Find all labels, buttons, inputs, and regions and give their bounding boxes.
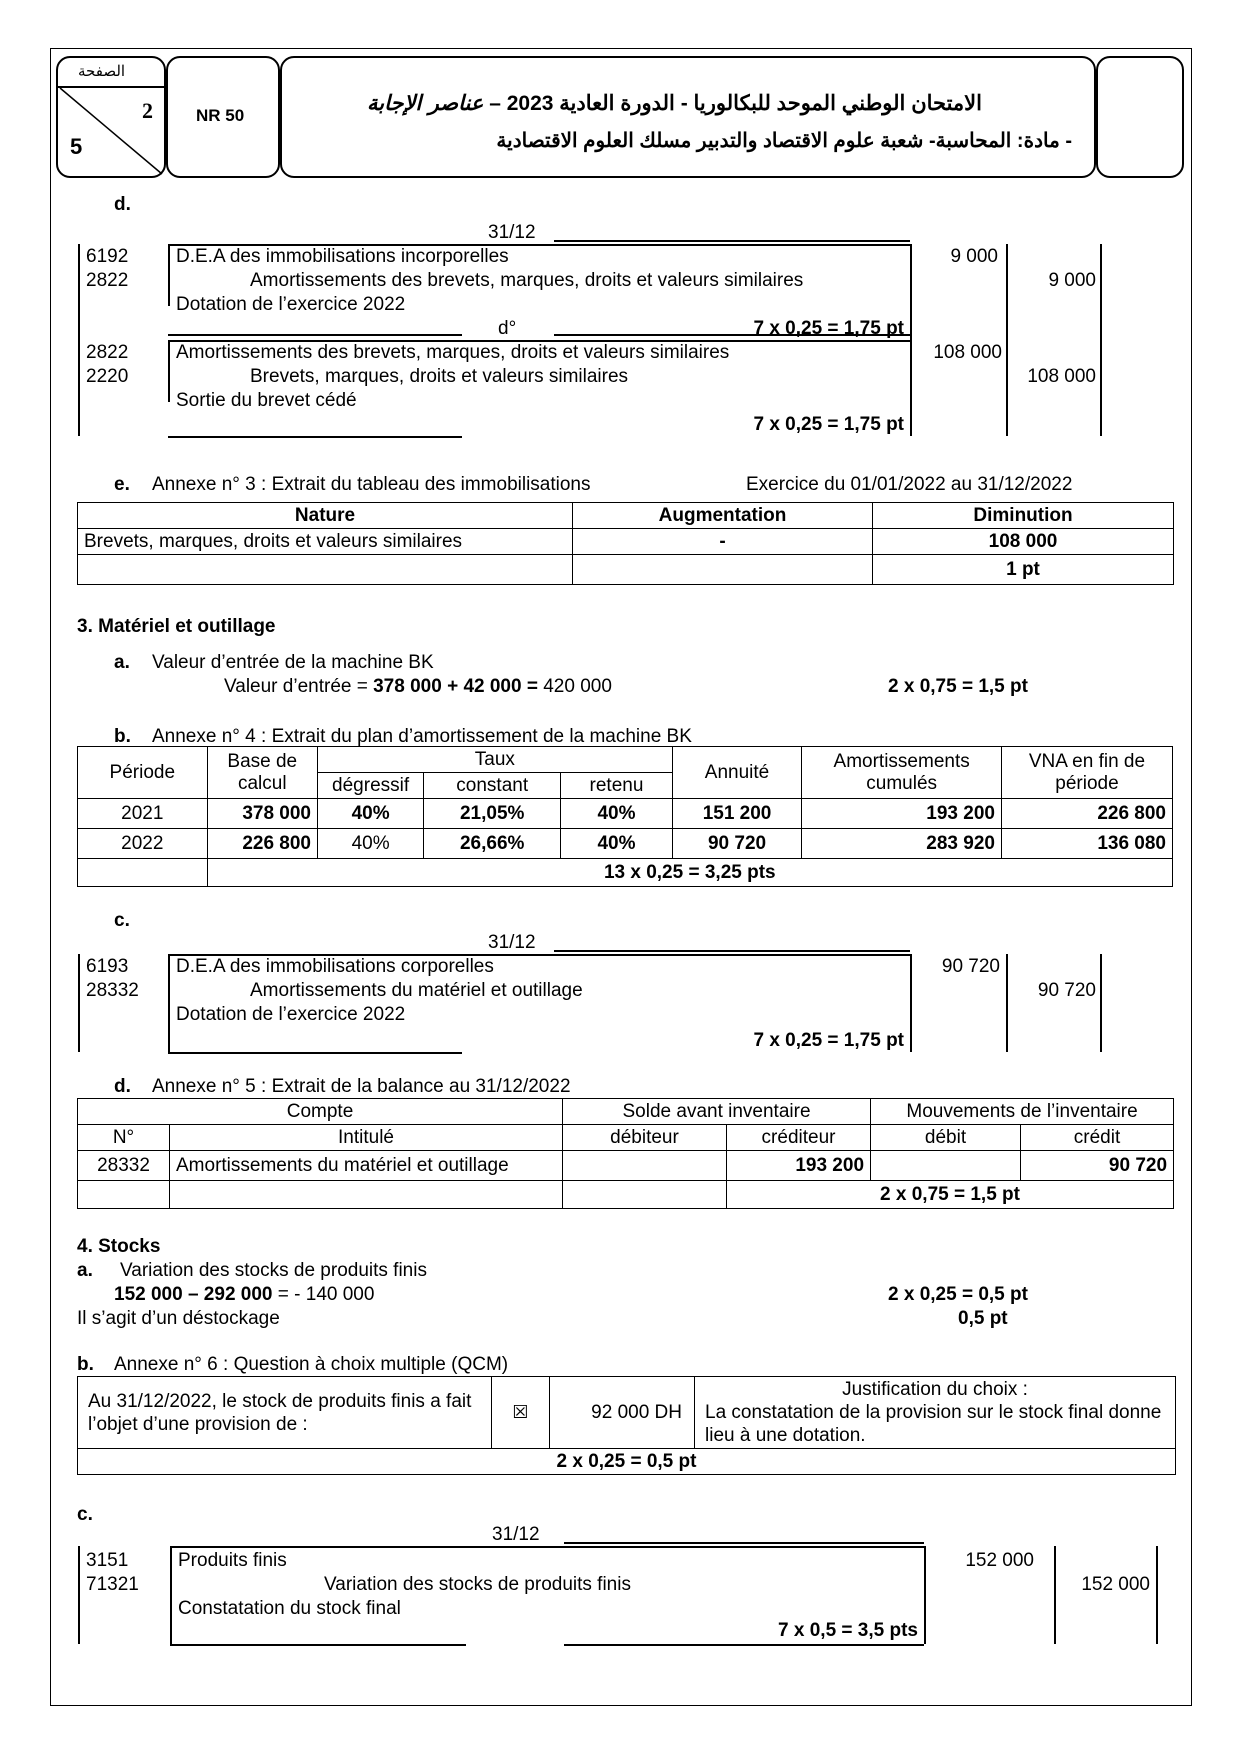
s3c-date: 31/12 bbox=[488, 932, 536, 953]
table-row: 2022 226 800 40% 26,66% 40% 90 720 283 920 136 080 bbox=[78, 829, 1173, 859]
table-points-row: 2 x 0,75 = 1,5 pt bbox=[78, 1181, 1174, 1209]
page-number-box bbox=[56, 56, 166, 178]
entry2-points: 7 x 0,25 = 1,75 pt bbox=[753, 414, 904, 435]
s4c-debit: 152 000 bbox=[965, 1550, 1034, 1571]
entry1-line2: Amortissements des brevets, marques, droits et valeurs similaires bbox=[250, 270, 804, 291]
qcm-justification-title: Justification du choix : bbox=[842, 1379, 1028, 1400]
s3c-line3: Dotation de l’exercice 2022 bbox=[176, 1004, 406, 1025]
s4c-label: c. bbox=[77, 1504, 93, 1525]
page-total: 5 bbox=[70, 134, 83, 159]
table-row: Brevets, marques, droits et valeurs similaires - 108 000 bbox=[78, 529, 1174, 555]
table-points-row: 2 x 0,25 = 0,5 pt bbox=[78, 1449, 1176, 1475]
s3c-label: c. bbox=[114, 910, 130, 931]
s2d-date: 31/12 bbox=[488, 222, 536, 243]
table-row: 2021 378 000 40% 21,05% 40% 151 200 193 200 226 800 bbox=[78, 799, 1173, 829]
qcm-checkbox[interactable]: ☒ bbox=[492, 1377, 550, 1449]
qcm-amount: 92 000 DH bbox=[550, 1377, 695, 1449]
page-label: الصفحة bbox=[78, 63, 126, 80]
entry1-account-debit: 6192 bbox=[86, 246, 129, 267]
s4c-date: 31/12 bbox=[492, 1524, 540, 1545]
s4a-title: Variation des stocks de produits finis bbox=[120, 1260, 427, 1281]
entry1-line3: Dotation de l’exercice 2022 bbox=[176, 294, 406, 315]
s3c-line1: D.E.A des immobilisations corporelles bbox=[176, 956, 494, 977]
s3c-points: 7 x 0,25 = 1,75 pt bbox=[753, 1030, 904, 1051]
table-row: 28332 Amortissements du matériel et outillage 193 200 90 720 bbox=[78, 1151, 1174, 1181]
s3c-account-debit: 6193 bbox=[86, 956, 129, 977]
qcm-justification-text: La constatation de la provision sur le stock final donne lieu à une dotation. bbox=[705, 1402, 1162, 1446]
s3-heading: 3. Matériel et outillage bbox=[77, 616, 276, 637]
s3c-account-credit: 28332 bbox=[86, 980, 139, 1001]
table-header-row: Nature Augmentation Diminution bbox=[78, 503, 1174, 529]
s3a-formula: Valeur d’entrée = 378 000 + 42 000 = 420 000 bbox=[224, 676, 612, 697]
entry1-line1: D.E.A des immobilisations incorporelles bbox=[176, 246, 509, 267]
s4c-account-debit: 3151 bbox=[86, 1550, 129, 1571]
s4a-label: a. bbox=[77, 1260, 93, 1281]
amortissement-table: Période Base de calcul Taux Annuité Amortissements cumulés VNA en fin de période dégressif constant retenu 2021 378 000 40% 21,05% 40% 151 200 193 200 226 800 2022 226 800 40% 26,66% 40% 90 720 283 920 136 080 13 x 0,25 = 3,25 pts bbox=[77, 746, 1173, 887]
s4a-points: 2 x 0,25 = 0,5 pt bbox=[888, 1284, 1028, 1305]
exam-subject: - مادة: المحاسبة- شعبة علوم الاقتصاد والتدبير مسلك العلوم الاقتصادية bbox=[496, 130, 1072, 152]
page-current: 2 bbox=[142, 98, 153, 123]
s4c-points: 7 x 0,5 = 3,5 pts bbox=[778, 1620, 918, 1641]
s4c-line1: Produits finis bbox=[178, 1550, 287, 1571]
s4a-note-points: 0,5 pt bbox=[958, 1308, 1008, 1329]
answer-elements-label: عناصر الإجابة bbox=[367, 90, 484, 115]
s4c-credit: 152 000 bbox=[1081, 1574, 1150, 1595]
s4a-note: Il s’agit d’un déstockage bbox=[77, 1308, 280, 1329]
s2d-ditto: d° bbox=[498, 318, 517, 339]
s4c-account-credit: 71321 bbox=[86, 1574, 139, 1595]
s4a-formula: 152 000 – 292 000 = - 140 000 bbox=[114, 1284, 375, 1305]
s3b-title: Annexe n° 4 : Extrait du plan d’amortissement de la machine BK bbox=[152, 726, 692, 747]
title-box bbox=[280, 56, 1096, 178]
s2e-period: Exercice du 01/01/2022 au 31/12/2022 bbox=[746, 474, 1073, 495]
entry2-line3: Sortie du brevet cédé bbox=[176, 390, 357, 411]
s2e-label: e. bbox=[114, 474, 130, 495]
s3b-label: b. bbox=[114, 726, 131, 747]
table-points-row: 13 x 0,25 = 3,25 pts bbox=[78, 859, 1173, 887]
entry2-line2: Brevets, marques, droits et valeurs similaires bbox=[250, 366, 629, 387]
entry1-debit: 9 000 bbox=[950, 246, 998, 267]
entry2-line1: Amortissements des brevets, marques, droits et valeurs similaires bbox=[176, 342, 730, 363]
s4c-line2: Variation des stocks de produits finis bbox=[324, 1574, 631, 1595]
s3a-label: a. bbox=[114, 652, 130, 673]
s4b-label: b. bbox=[77, 1354, 94, 1375]
s3d-label: d. bbox=[114, 1076, 131, 1097]
entry2-credit: 108 000 bbox=[1027, 366, 1096, 387]
immobilisations-table bbox=[77, 502, 1174, 585]
entry1-credit: 9 000 bbox=[1048, 270, 1096, 291]
s3a-points: 2 x 0,75 = 1,5 pt bbox=[888, 676, 1028, 697]
s2d-label: d. bbox=[114, 194, 131, 215]
s4-heading: 4. Stocks bbox=[77, 1236, 161, 1257]
entry1-points: 7 x 0,25 = 1,75 pt bbox=[753, 318, 904, 339]
balance-table: Compte Solde avant inventaire Mouvements de l’inventaire N° Intitulé débiteur créditeur débit crédit 28332 Amortissements du matériel et outillage 193 200 90 720 2 x 0,75 = 1,5 pt bbox=[77, 1098, 1174, 1209]
table-points-row: 1 pt bbox=[78, 555, 1174, 585]
s3d-title: Annexe n° 5 : Extrait de la balance au 31/12/2022 bbox=[152, 1076, 571, 1097]
qcm-question: Au 31/12/2022, le stock de produits finis a fait l’objet d’une provision de : bbox=[88, 1390, 472, 1435]
entry2-account-debit: 2822 bbox=[86, 342, 129, 363]
s3c-debit: 90 720 bbox=[941, 956, 1000, 977]
exam-code: NR 50 bbox=[196, 106, 245, 125]
s3c-line2: Amortissements du matériel et outillage bbox=[250, 980, 583, 1001]
s3c-credit: 90 720 bbox=[1037, 980, 1096, 1001]
entry1-account-credit: 2822 bbox=[86, 270, 129, 291]
code-box bbox=[166, 56, 280, 178]
s4b-title: Annexe n° 6 : Question à choix multiple (QCM) bbox=[114, 1354, 509, 1375]
qcm-table bbox=[77, 1376, 1176, 1475]
blank-box bbox=[1096, 56, 1184, 178]
s2e-title: Annexe n° 3 : Extrait du tableau des immobilisations bbox=[152, 474, 591, 495]
entry2-account-credit: 2220 bbox=[86, 366, 129, 387]
s3a-title: Valeur d’entrée de la machine BK bbox=[152, 652, 434, 673]
entry2-debit: 108 000 bbox=[933, 342, 1002, 363]
s4c-line3: Constatation du stock final bbox=[178, 1598, 401, 1619]
exam-title: الامتحان الوطني الموحد للبكالوريا - الدورة العادية 2023 – عناصر الإجابة bbox=[367, 90, 982, 115]
